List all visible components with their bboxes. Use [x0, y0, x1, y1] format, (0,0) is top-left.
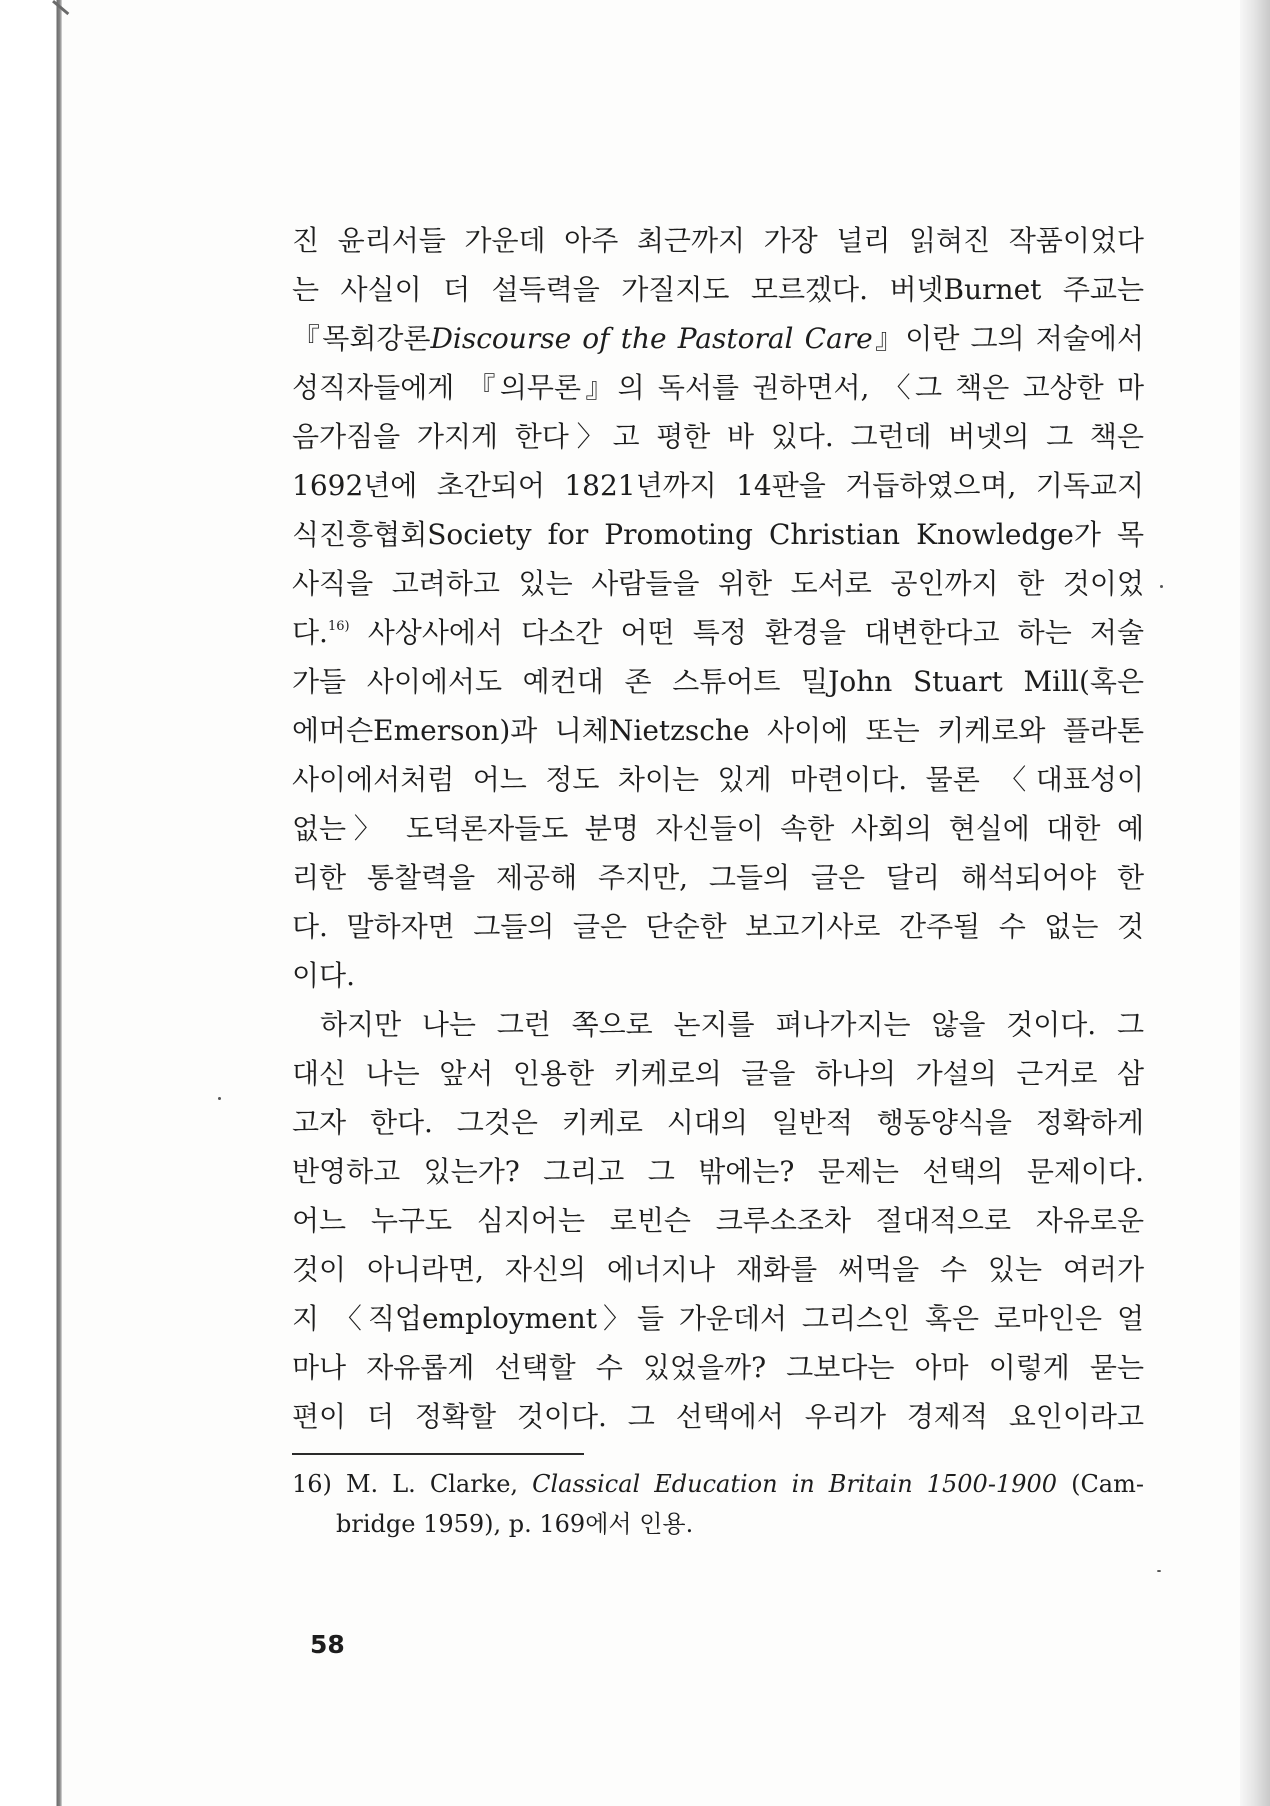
page-left-edge: [0, 0, 62, 1806]
text-line: 마나 자유롭게 선택할 수 있었을까? 그보다는 아마 이렇게 묻는: [292, 1351, 1144, 1384]
text-line: 반영하고 있는가? 그리고 그 밖에는? 문제는 선택의 문제이다.: [292, 1155, 1144, 1188]
text-line: 가들 사이에서도 예컨대 존 스튜어트 밀John Stuart Mill(혹은: [292, 665, 1144, 698]
text-line: 사직을 고려하고 있는 사람들을 위한 도서로 공인까지 한 것이었: [292, 567, 1144, 600]
text-line: 리한 통찰력을 제공해 주지만, 그들의 글은 달리 해석되어야 한: [292, 861, 1144, 894]
footnote-line: bridge 1959), p. 169에서 인용.: [336, 1510, 694, 1538]
text-line: 어느 누구도 심지어는 로빈슨 크루소조차 절대적으로 자유로운: [292, 1204, 1144, 1237]
text-line: 에머슨Emerson)과 니체Nietzsche 사이에 또는 키케로와 플라톤: [292, 714, 1144, 747]
text-line: 고자 한다. 그것은 키케로 시대의 일반적 행동양식을 정확하게: [292, 1106, 1144, 1139]
scan-speck: [218, 1097, 221, 1100]
text-line: 없는〉 도덕론자들도 분명 자신들이 속한 사회의 현실에 대한 예: [292, 812, 1144, 845]
text-line: 하지만 나는 그런 쪽으로 논지를 펴나가지는 않을 것이다. 그: [320, 1008, 1144, 1041]
text-line: 다.$^{16)}$ 사상사에서 다소간 어떤 특정 환경을 대변한다고 하는 저술: [292, 616, 1144, 649]
text-line: 지 〈직업employment〉들 가운데서 그리스인 혹은 로마인은 얼: [292, 1302, 1144, 1335]
text-line: 진 윤리서들 가운데 아주 최근까지 가장 널리 읽혀진 작품이었다: [292, 224, 1144, 257]
text-line: 『목회강론Discourse of the Pastoral Care』이란 그의 저술에서: [292, 322, 1144, 355]
text-line: 는 사실이 더 설득력을 가질지도 모르겠다. 버넷Burnet 주교는: [292, 273, 1144, 306]
footnote-book-title: Classical Education in Britain 1500-1900: [532, 1470, 1058, 1498]
text-line: 사이에서처럼 어느 정도 차이는 있게 마련이다. 물론 〈대표성이: [292, 763, 1144, 796]
footnote-author: M. L. Clarke,: [345, 1470, 519, 1498]
text-line: 식진흥협회Society for Promoting Christian Knowledge가 목: [292, 518, 1144, 551]
text-line: 다. 말하자면 그들의 글은 단순한 보고기사로 간주될 수 없는 것: [292, 910, 1144, 943]
footnote-line: 16) M. L. Clarke, Classical Education in Britain 1500-1900 (Cam-: [292, 1470, 1144, 1498]
footnote-number: 16): [292, 1470, 332, 1498]
page-right-shadow: [1240, 0, 1270, 1806]
scan-speck: [1160, 585, 1163, 588]
text-line: 편이 더 정확할 것이다. 그 선택에서 우리가 경제적 요인이라고: [292, 1400, 1144, 1433]
footnote-divider: [292, 1453, 584, 1455]
italic-title: Discourse of the Pastoral Care: [430, 322, 873, 355]
footnote: [292, 1464, 1144, 1544]
page-number: 58: [310, 1630, 345, 1659]
text-line: 것이 아니라면, 자신의 에너지나 재화를 써먹을 수 있는 여러가: [292, 1253, 1144, 1286]
text-line: 음가짐을 가지게 한다〉고 평한 바 있다. 그런데 버넷의 그 책은: [292, 420, 1144, 453]
text-line: 이다.: [292, 959, 355, 992]
text-line: 대신 나는 앞서 인용한 키케로의 글을 하나의 가설의 근거로 삼: [292, 1057, 1144, 1090]
body-text: [292, 216, 1144, 1441]
text-line: 1692년에 초간되어 1821년까지 14판을 거듭하였으며, 기독교지: [292, 469, 1144, 502]
footnote-marker: 16): [327, 619, 350, 634]
scan-speck: [1157, 1570, 1161, 1572]
text-line: 성직자들에게 『의무론』의 독서를 권하면서, 〈그 책은 고상한 마: [292, 371, 1144, 404]
